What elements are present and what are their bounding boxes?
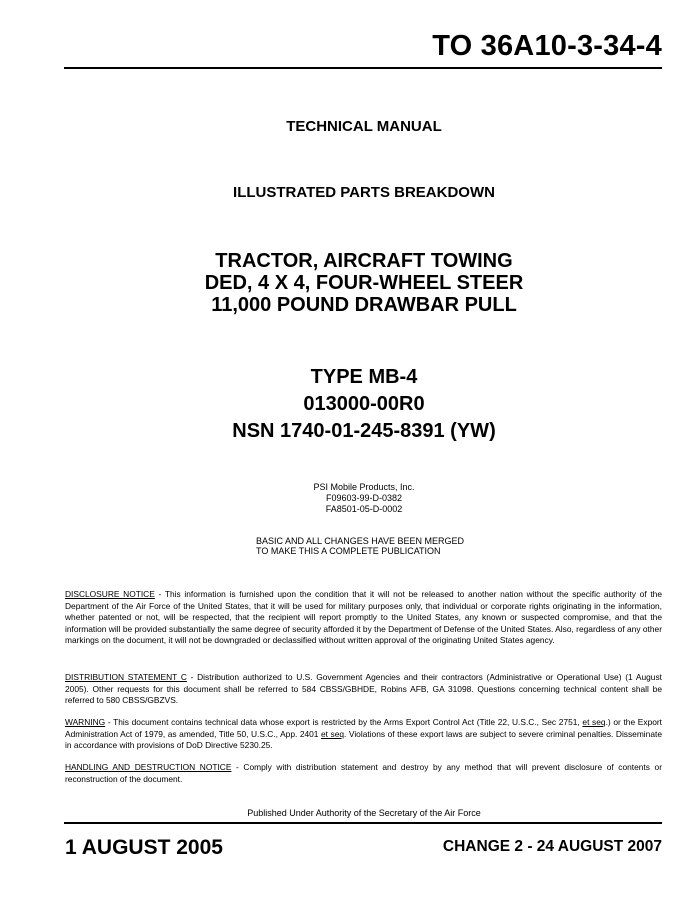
- title-line: 11,000 POUND DRAWBAR PULL: [211, 294, 517, 316]
- type-line: 013000-00R0: [303, 393, 425, 415]
- warning-text: . Violations of these export laws are subject to severe criminal penalties. Disseminate in accordance with provisions of DoD Directive 5230.25.: [65, 728, 662, 751]
- equipment-title: [0, 250, 700, 316]
- merged-line: TO MAKE THIS A COMPLETE PUBLICATION: [256, 546, 441, 556]
- warning-text: - This document contains technical data whose export is restricted by the Arms Export Control Act (Title 22, U.S.C., Sec 2751,: [105, 717, 583, 727]
- merged-statement: [256, 536, 464, 556]
- type-line: TYPE MB-4: [310, 366, 418, 388]
- warning-text: .) or the Export Administration Act of 1979, as amended, Title 50, U.S.C., App. 2401: [65, 717, 662, 739]
- top-rule: [64, 67, 662, 69]
- to-number: TO 36A10-3-34-4: [432, 30, 662, 62]
- manual-type: TECHNICAL MANUAL: [286, 118, 442, 135]
- disclosure-notice: [65, 589, 662, 647]
- title-line: DED, 4 X 4, FOUR-WHEEL STEER: [204, 272, 524, 294]
- warning-heading: WARNING: [65, 717, 106, 727]
- bottom-rule: [64, 822, 662, 824]
- change-notice: CHANGE 2 - 24 AUGUST 2007: [442, 838, 662, 855]
- contractor-line: PSI Mobile Products, Inc.: [313, 482, 415, 492]
- handling-text: - Comply with distribution statement and destroy by any method that will prevent disclosure of contents or reconstruction of the document.: [65, 762, 662, 784]
- disclosure-text: - This information is furnished upon the condition that it will not be released to another nation without the specific authority of the Department of the Air Force of the United States, that it will be used for military purposes only, that individual or corporate rights originating in the information, whether patented or not, will be respected, that the recipient will report promptly to the United States, any known or suspected compromise, and that the information will be provided substantially the same degree of security afforded it by the Department of Defense of the United States. Also, regardless of any other markings on the document, it will not be downgraded or declassified without written approval of the originating United States agency.: [65, 589, 662, 646]
- title-line: TRACTOR, AIRCRAFT TOWING: [215, 250, 513, 272]
- disclosure-heading: DISCLOSURE NOTICE: [65, 589, 155, 599]
- publishing-authority: Published Under Authority of the Secretary of the Air Force: [247, 808, 481, 818]
- publication-title: ILLUSTRATED PARTS BREAKDOWN: [233, 184, 495, 201]
- handling-notice: [65, 762, 662, 785]
- handling-heading: HANDLING AND DESTRUCTION NOTICE: [65, 762, 232, 772]
- publication-date: 1 AUGUST 2005: [65, 836, 223, 859]
- type-block: [0, 364, 700, 445]
- distribution-statement: [65, 672, 662, 707]
- contractor-block: [0, 482, 700, 515]
- contractor-line: F09603-99-D-0382: [325, 493, 403, 503]
- et-seq: et seq: [582, 717, 606, 727]
- export-warning: [65, 717, 662, 752]
- merged-line: BASIC AND ALL CHANGES HAVE BEEN MERGED: [256, 536, 465, 546]
- type-line: NSN 1740-01-245-8391 (YW): [232, 420, 496, 442]
- et-seq: et seq: [321, 728, 345, 739]
- contractor-line: FA8501-05-D-0002: [325, 504, 403, 514]
- distribution-heading: DISTRIBUTION STATEMENT C: [65, 672, 187, 682]
- distribution-text: - Distribution authorized to U.S. Government Agencies and their contractors (Administrative or Operational Use) (1 August 2005). Other requests for this document shall be referred to 584 CBSS/GBHDE, Robins AFB, GA 31098. Questions concerning technical content shall be referred to 580 CBSS/GBZVS.: [65, 672, 662, 706]
